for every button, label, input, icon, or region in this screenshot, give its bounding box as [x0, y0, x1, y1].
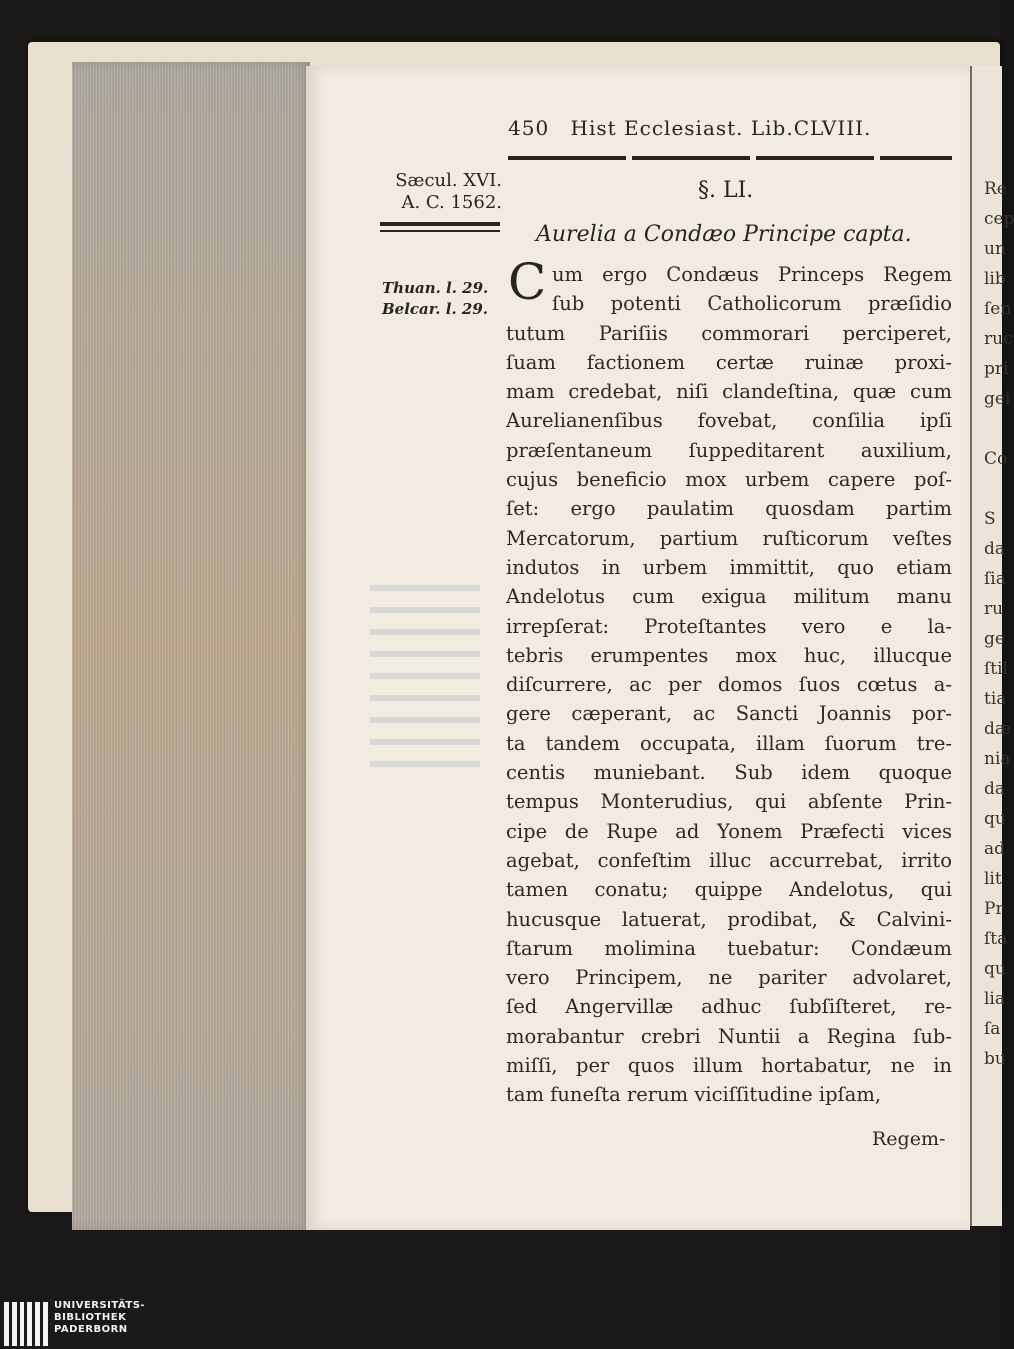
text-line: Mercatorum, partium ruſticorum veſtes — [506, 526, 952, 550]
catchword: Regem- — [872, 1128, 946, 1150]
margin-rule — [380, 230, 500, 232]
century-label: Sæcul. XVI. — [395, 170, 502, 191]
facing-page-text: pri — [984, 359, 1009, 379]
text-line: agebat, confeſtim illuc accurrebat, irrito — [506, 848, 952, 872]
marginal-references — [382, 278, 502, 320]
text-line: tutum Pariſiis commorari perciperet, — [506, 321, 952, 345]
facing-page-text: ruc — [984, 329, 1013, 349]
library-name: UNIVERSITÄTS- BIBLIOTHEK PADERBORN — [54, 1300, 146, 1335]
text-line: diſcurrere, ac per domos ſuos cœtus a- — [506, 673, 952, 697]
text-line: tam funeſta rerum viciſſitudine ipſam, — [506, 1083, 882, 1107]
facing-page-text: dæ — [984, 719, 1011, 739]
text-line: cipe de Rupe ad Yonem Præfecti vices — [506, 819, 952, 843]
facing-page-text: cep — [984, 209, 1014, 229]
library-logo-icon — [4, 1302, 48, 1346]
marginal-date — [380, 170, 502, 214]
text-line: irrepſerat: Proteſtantes vero e la- — [506, 614, 952, 638]
reference-belcarius: Belcar. l. 29. — [382, 300, 488, 318]
page-edges — [72, 62, 310, 1230]
text-line: tamen conatu; quippe Andelotus, qui — [506, 878, 952, 902]
text-line: hucusque latuerat, prodibat, & Calvini- — [506, 907, 952, 931]
facing-page-text: ſia — [984, 569, 1006, 589]
facing-page-text: lia — [984, 989, 1006, 1009]
running-title: Hist Ecclesiast. Lib.CLVIII. — [570, 116, 872, 140]
facing-page-text: lit — [984, 869, 1002, 889]
text-line: præſentaneum ſuppeditarent auxilium, — [506, 438, 952, 462]
running-header — [508, 116, 952, 140]
margin-rule — [380, 222, 500, 226]
text-line: tempus Monterudius, qui abſente Prin- — [506, 790, 952, 814]
facing-page-text: tia — [984, 689, 1007, 709]
library-footer — [0, 1298, 1000, 1349]
facing-page-text: ſa — [984, 1019, 1001, 1039]
text-line: um ergo Condæus Princeps Regem — [552, 263, 952, 286]
facing-page-fragment — [970, 66, 1014, 1226]
facing-page-text: Co — [984, 449, 1008, 469]
section-number: §. LI. — [698, 178, 754, 203]
text-line: cujus beneficio mox urbem capere poſ- — [506, 468, 952, 492]
page-number: 450 — [508, 116, 550, 140]
facing-page-text: da — [984, 779, 1006, 799]
text-line: ta tandem occupata, illam ſuorum tre- — [506, 731, 952, 755]
text-line: ſtarum molimina tuebatur: Condæum — [506, 936, 952, 960]
facing-page-text — [984, 414, 1002, 444]
facing-page-text: nia — [984, 749, 1011, 769]
facing-page-text: un — [984, 239, 1006, 259]
facing-page-text: Re — [984, 179, 1007, 199]
facing-page-text: ge — [984, 629, 1005, 649]
facing-page-text: ſtil — [984, 659, 1008, 679]
facing-page-text: da — [984, 539, 1006, 559]
facing-page-text: ſta — [984, 929, 1008, 949]
facing-page-text: ſen — [984, 299, 1012, 319]
facing-page-text: lib — [984, 269, 1006, 289]
text-line: ſet: ergo paulatim quosdam partim — [506, 497, 952, 521]
section-title: Aurelia a Condæo Principe capta. — [536, 222, 912, 247]
text-line: Aurelianenſibus fovebat, conſilia ipſi — [506, 409, 952, 433]
facing-page-text: gei — [984, 389, 1011, 409]
text-line: tebris erumpentes mox huc, illucque — [506, 643, 952, 667]
facing-page-text: qu — [984, 959, 1006, 979]
facing-page-text — [984, 474, 1002, 504]
text-line: mam credebat, niſi clandeſtina, quæ cum — [506, 380, 952, 404]
header-rule — [508, 156, 952, 160]
year-label: A. C. 1562. — [401, 192, 502, 213]
text-line: miſſi, per quos illum hortabatur, ne in — [506, 1054, 952, 1078]
facing-page-text: qu — [984, 809, 1006, 829]
body-text — [506, 260, 952, 1110]
text-line: morabantur crebri Nuntii a Regina ſub- — [506, 1024, 952, 1048]
text-line: gere cæperant, ac Sancti Joannis por- — [506, 702, 952, 726]
facing-page-text: bu — [984, 1049, 1006, 1069]
text-line: indutos in urbem immittit, quo etiam — [506, 555, 952, 579]
text-line: ſed Angervillæ adhuc ſubſiſteret, re- — [506, 995, 952, 1019]
facing-page-text: ru — [984, 599, 1004, 619]
facing-page-text: S — [984, 509, 996, 529]
reference-thuanus: Thuan. l. 29. — [382, 279, 489, 297]
facing-page-text: Pr — [984, 899, 1004, 919]
facing-page-text: ad — [984, 839, 1006, 859]
text-line: centis muniebant. Sub idem quoque — [506, 761, 952, 785]
text-line: ſuam factionem certæ ruinæ proxi- — [506, 350, 952, 374]
drop-capital: C — [508, 253, 547, 311]
text-line: ſub potenti Catholicorum præſidio — [552, 292, 952, 316]
text-line: vero Principem, ne pariter advolaret, — [506, 966, 952, 990]
show-through-marks — [370, 585, 480, 775]
text-line: Andelotus cum exigua militum manu — [506, 585, 952, 609]
